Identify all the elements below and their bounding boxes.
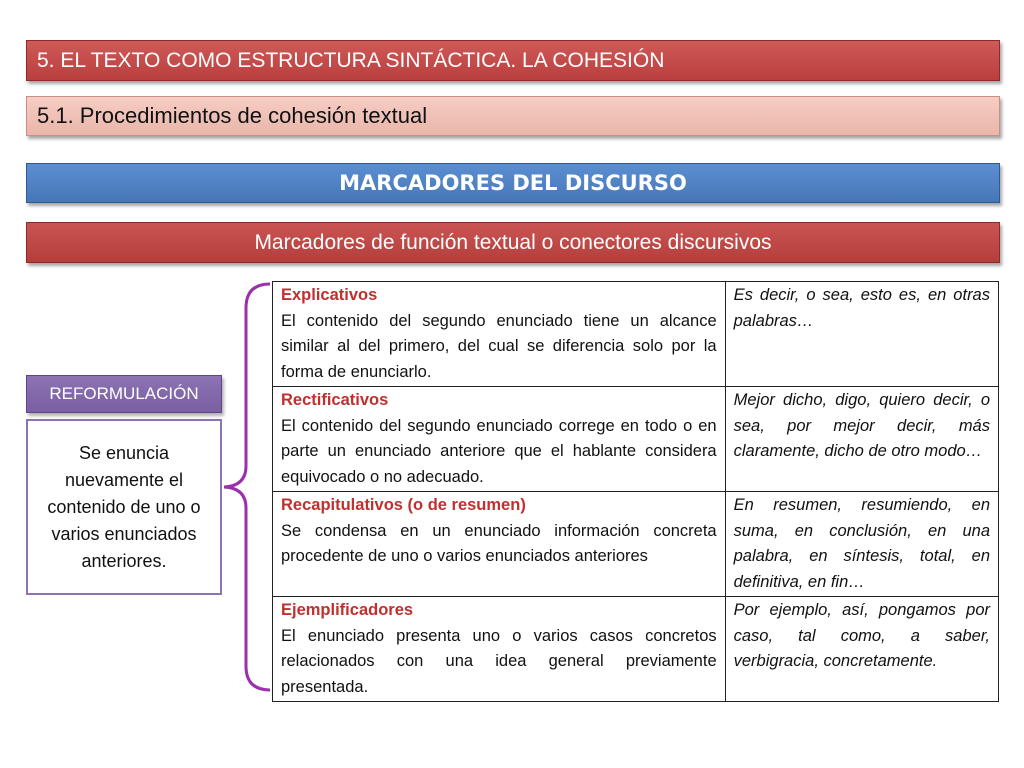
reformulation-description-text: Se enuncia nuevamente el contenido de uno o varios enunciados anteriores. [47, 442, 201, 571]
section-header-text: MARCADORES DEL DISCURSO [339, 171, 687, 195]
marker-examples: En resumen, resumiendo, en suma, en conclusión, en una palabra, en síntesis, total, en definitiva, en fin… [725, 492, 998, 597]
table-row [273, 282, 999, 387]
reformulation-description [26, 419, 222, 595]
reformulation-label [26, 375, 222, 413]
subsection-header-text: Marcadores de función textual o conectores discursivos [254, 230, 772, 254]
marker-name: Explicativos [281, 286, 378, 304]
slide-subtitle [26, 96, 1000, 136]
marker-description-cell [273, 597, 726, 702]
table-row [273, 387, 999, 492]
marker-description-cell [273, 492, 726, 597]
subsection-header [26, 222, 1000, 263]
marker-description: El contenido del segundo enunciado tiene un alcance similar al del primero, del cual se diferencia solo por la forma de enunciarlo. [281, 311, 717, 381]
marker-examples: Por ejemplo, así, pongamos por caso, tal como, a saber, verbigracia, concretamente. [725, 597, 998, 702]
marker-description-cell [273, 387, 726, 492]
table-row [273, 597, 999, 702]
marker-description-cell [273, 282, 726, 387]
table-row [273, 492, 999, 597]
slide-subtitle-text: 5.1. Procedimientos de cohesión textual [37, 103, 428, 128]
marker-examples: Mejor dicho, digo, quiero decir, o sea, por mejor decir, más claramente, dicho de otro modo… [725, 387, 998, 492]
marker-examples: Es decir, o sea, esto es, en otras palabras… [725, 282, 998, 387]
marker-description: El contenido del segundo enunciado correge en todo o en parte un enunciado anteriore que el hablante considera equivocado o no adecuado. [281, 416, 717, 486]
marker-name: Rectificativos [281, 391, 389, 409]
markers-table [272, 281, 999, 702]
marker-description: Se condensa en un enunciado información concreta procedente de uno o varios enunciados anteriores [281, 521, 717, 565]
slide-title-text: 5. EL TEXTO COMO ESTRUCTURA SINTÁCTICA. LA COHESIÓN [37, 48, 665, 72]
marker-name: Recapitulativos (o de resumen) [281, 496, 526, 514]
reformulation-label-text: REFORMULACIÓN [49, 384, 199, 403]
section-header [26, 163, 1000, 203]
marker-name: Ejemplificadores [281, 601, 414, 619]
marker-description: El enunciado presenta uno o varios casos concretos relacionados con una idea general previamente presentada. [281, 626, 717, 696]
curly-brace-icon [218, 280, 274, 695]
slide-title [26, 40, 1000, 81]
